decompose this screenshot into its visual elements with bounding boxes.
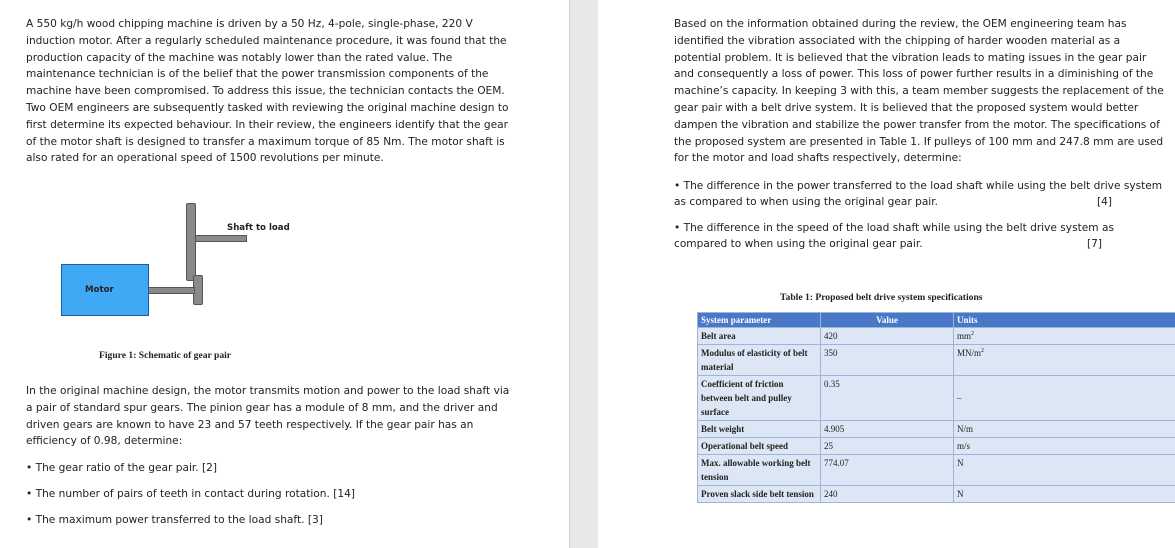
text-line: maintenance technician is of the belief that the power transmission components of the (26, 68, 489, 81)
page-divider (569, 0, 570, 548)
param-cell: Coefficient of friction between belt and pulley surface (698, 376, 821, 421)
unit-cell (954, 328, 1175, 345)
bullet-line: • The difference in the power transferred to the load shaft while using the belt drive system (674, 180, 1163, 192)
text-line: gear pair with a belt drive system. It is believed that the proposed system would better (674, 101, 1139, 114)
text-line: Two OEM engineers are subsequently tasked with reviewing the original machine design to (26, 101, 509, 114)
text-line: A 550 kg/h wood chipping machine is driven by a 50 Hz, 4-pole, single-phase, 220 V (26, 18, 473, 30)
param-cell: Max. allowable working belt tension (698, 455, 821, 486)
text-line: identified the vibration associated with the chipping of harder wooden material as a (674, 34, 1121, 47)
load-shaft (195, 235, 247, 242)
value-cell: 774.07 (821, 455, 954, 486)
right-page (598, 0, 1175, 548)
intro-paragraph (26, 16, 556, 167)
text-line: a pair of standard spur gears. The pinion gear has a module of 8 mm, and the driver and (26, 401, 498, 414)
value-cell: 420 (821, 328, 954, 345)
text-line: also rated for an operational speed of 1500 revolutions per minute. (26, 152, 384, 165)
gear-paragraph (26, 383, 556, 450)
marks-label: [7] (1086, 238, 1102, 251)
param-cell: Modulus of elasticity of belt material (698, 345, 821, 376)
table-header-row (698, 313, 1175, 328)
text-line: production capacity of the machine was notably lower than the rated value. The (26, 51, 453, 64)
param-cell: Belt area (698, 328, 821, 345)
param-cell: Proven slack side belt tension (698, 486, 821, 503)
bullet-line (674, 194, 1166, 210)
figure-caption: Figure 1: Schematic of gear pair (99, 350, 232, 361)
bullet-line-text: as compared to when using the original gear pair. (674, 196, 938, 209)
table-caption: Table 1: Proposed belt drive system specifications (780, 292, 983, 303)
driven-gear (186, 203, 196, 281)
value-cell: 25 (821, 438, 954, 455)
unit-exponent: 2 (971, 331, 975, 337)
unit-cell (954, 455, 1175, 486)
unit-cell (954, 486, 1175, 503)
text-line: dampen the vibration and stabilize the power transfer from the motor. The specifications of (674, 118, 1160, 131)
value-cell: 240 (821, 486, 954, 503)
unit-text: MN/m (957, 348, 982, 358)
unit-cell (954, 421, 1175, 438)
text-line: driven gears are known to have 23 and 57 teeth respectively. If the gear pair has an (26, 418, 474, 431)
gear-pair-schematic (0, 195, 330, 345)
value-cell: 350 (821, 345, 954, 376)
table-row (698, 376, 1175, 421)
text-line: potential problem. It is believed that the vibration leads to mating issues in the gear pair (674, 51, 1147, 64)
unit-exponent: 2 (981, 348, 985, 354)
shaft-label: Shaft to load (227, 223, 290, 233)
unit-cell (954, 438, 1175, 455)
belt-spec-table (697, 312, 1175, 503)
text-line: In the original machine design, the motor transmits motion and power to the load shaft via (26, 385, 510, 397)
bullet-line: • The difference in the speed of the load shaft while using the belt drive system as (674, 222, 1114, 234)
motor-shaft (147, 287, 195, 294)
review-paragraph (674, 16, 1169, 167)
unit-text: m/s (957, 441, 971, 451)
unit-text: – (957, 393, 962, 403)
motor-label: Motor (85, 285, 114, 295)
column-header: Value (821, 313, 954, 328)
unit-cell (954, 376, 1175, 421)
text-line: for the motor and load shafts respectively, determine: (674, 152, 962, 165)
column-header: Units (954, 313, 1175, 328)
left-page (0, 0, 570, 548)
unit-text: N (957, 458, 964, 468)
table-row (698, 486, 1175, 503)
unit-cell (954, 345, 1175, 376)
text-line: Based on the information obtained during the review, the OEM engineering team has (674, 18, 1127, 30)
table-row (698, 345, 1175, 376)
value-cell: 0.35 (821, 376, 954, 421)
question-speed-difference (674, 220, 1166, 253)
table-row (698, 455, 1175, 486)
marks-label: [4] (1096, 196, 1112, 209)
text-line: first determine its expected behaviour. In their review, the engineers identify that the gear (26, 118, 508, 131)
question-power-difference (674, 178, 1166, 211)
column-header: System parameter (698, 313, 821, 328)
param-cell: Operational belt speed (698, 438, 821, 455)
text-line: of the motor shaft is designed to transfer a maximum torque of 85 Nm. The motor shaft is (26, 135, 505, 148)
bullet-line (674, 236, 1166, 252)
table-row (698, 421, 1175, 438)
question-gear-ratio: • The gear ratio of the gear pair. [2] (26, 462, 218, 474)
text-line: machine have been compromised. To address this issue, the technician contacts the OEM. (26, 85, 505, 98)
text-line: and consequently a loss of power. This loss of power further results in a diminishing of the (674, 68, 1154, 81)
table-row (698, 328, 1175, 345)
unit-text: N (957, 489, 964, 499)
text-line: induction motor. After a regularly scheduled maintenance procedure, it was found that the (26, 34, 507, 47)
param-cell: Belt weight (698, 421, 821, 438)
question-teeth-contact: • The number of pairs of teeth in contact during rotation. [14] (26, 488, 355, 500)
unit-text: mm (957, 331, 972, 341)
question-max-power: • The maximum power transferred to the load shaft. [3] (26, 514, 323, 526)
text-line: the proposed system are presented in Table 1. If pulleys of 100 mm and 247.8 mm are used (674, 135, 1164, 148)
text-line: machine’s capacity. In keeping 3 with this, a team member suggests the replacement of the (674, 85, 1164, 98)
text-line: efficiency of 0.98, determine: (26, 435, 183, 448)
table-row (698, 438, 1175, 455)
value-cell: 4.905 (821, 421, 954, 438)
unit-text: N/m (957, 424, 974, 434)
bullet-line-text: compared to when using the original gear pair. (674, 238, 923, 251)
